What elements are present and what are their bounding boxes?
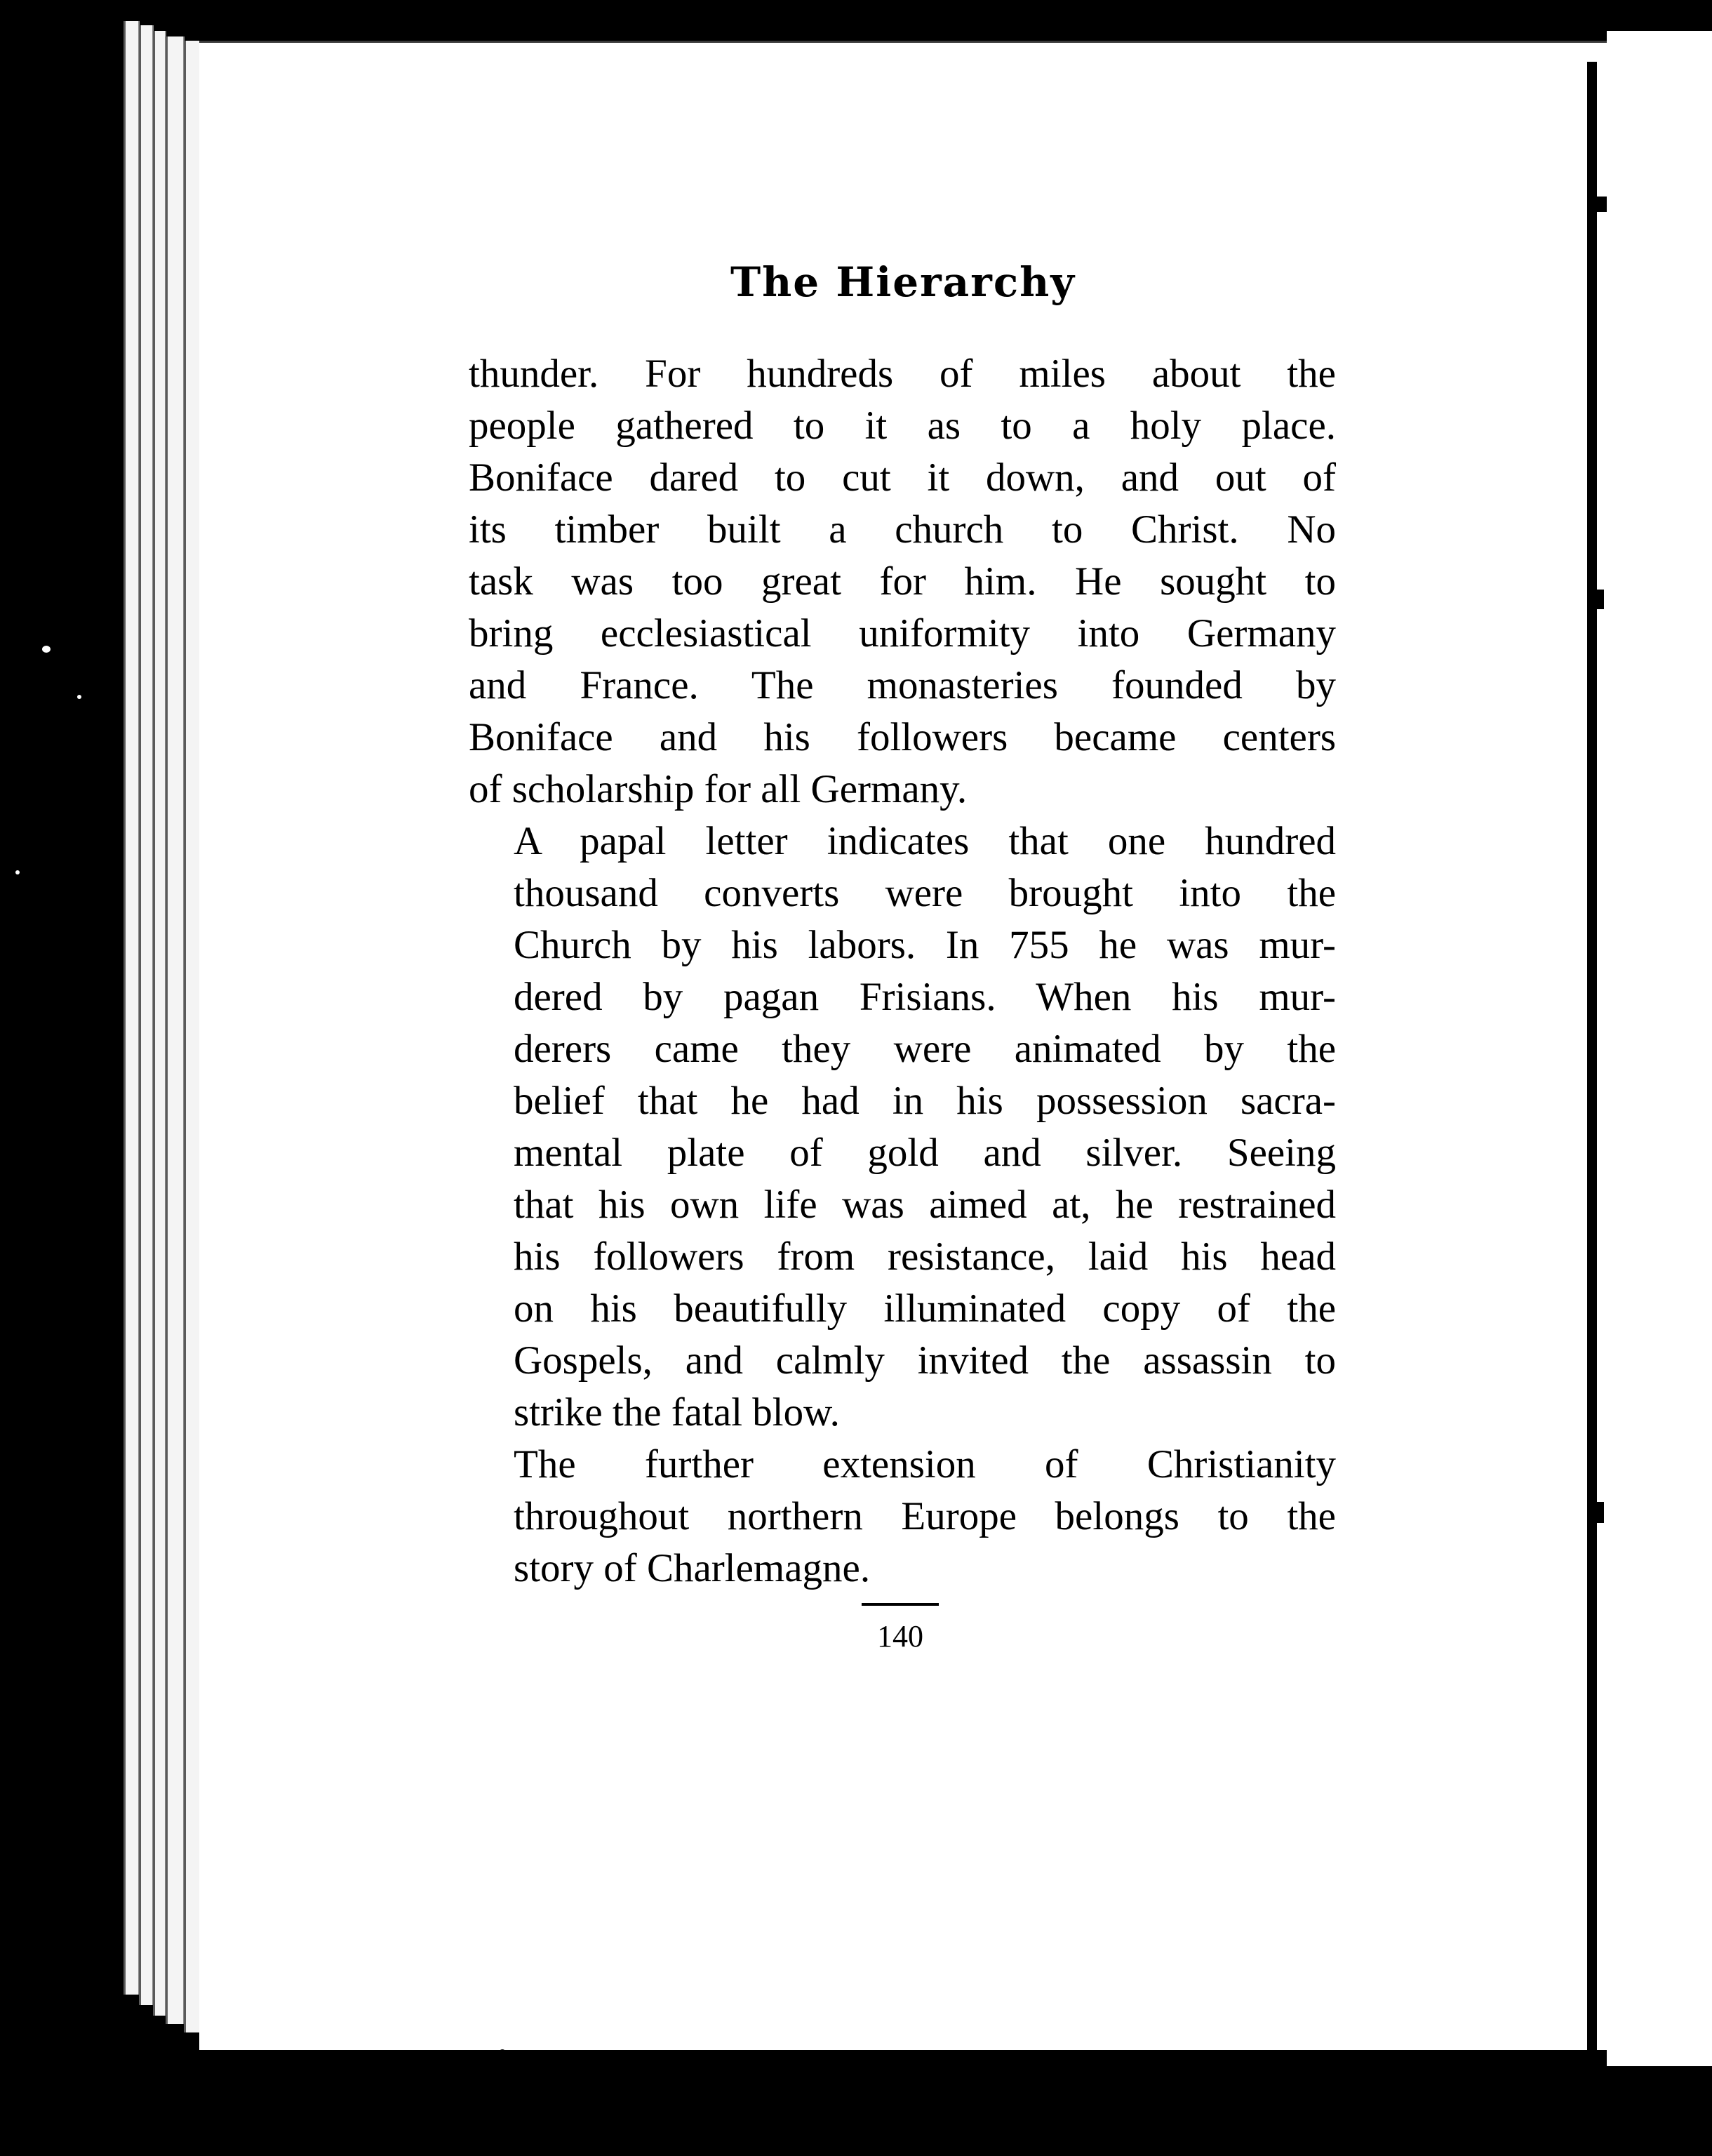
paragraph bbox=[469, 348, 1336, 816]
page-edge bbox=[123, 21, 140, 1995]
text-line: that his own life was aimed at, he restrained bbox=[514, 1183, 1336, 1227]
text-line: bring ecclesiastical uniformity into Germany bbox=[469, 611, 1336, 656]
gutter-mark bbox=[1590, 590, 1604, 609]
text-line: thunder. For hundreds of miles about the bbox=[469, 352, 1336, 396]
running-head: The Hierarchy bbox=[730, 258, 1076, 306]
text-line: strike the fatal blow. bbox=[514, 1390, 840, 1435]
text-line: mental plate of gold and silver. Seeing bbox=[514, 1131, 1336, 1175]
paragraph bbox=[469, 816, 1336, 1439]
gutter-mark bbox=[1591, 1502, 1604, 1523]
text-line: dered by pagan Frisians. When his mur- bbox=[514, 975, 1336, 1019]
text-line: task was too great for him. He sought to bbox=[469, 559, 1336, 604]
text-line: thousand converts were brought into the bbox=[514, 871, 1336, 915]
text-line: Gospels, and calmly invited the assassin to bbox=[514, 1338, 1336, 1383]
gutter-mark bbox=[1591, 197, 1607, 212]
text-line: people gathered to it as to a holy place. bbox=[469, 404, 1336, 448]
folio-rule bbox=[862, 1603, 939, 1606]
text-line: throughout northern Europe belongs to the bbox=[514, 1494, 1336, 1538]
text-line: its timber built a church to Christ. No bbox=[469, 507, 1336, 552]
scan-speck bbox=[42, 646, 51, 653]
text-line: The further extension of Christianity bbox=[514, 1442, 1336, 1486]
text-line: Church by his labors. In 755 he was mur- bbox=[514, 923, 1336, 967]
page-edge bbox=[139, 25, 154, 2005]
text-line: belief that he had in his possession sacra- bbox=[514, 1079, 1336, 1123]
text-line: his followers from resistance, laid his head bbox=[514, 1235, 1336, 1279]
text-line: of scholarship for all Germany. bbox=[469, 767, 968, 811]
scan-speck bbox=[77, 695, 81, 699]
text-line: on his beautifully illuminated copy of the bbox=[514, 1286, 1336, 1331]
text-line: Boniface and his followers became centers bbox=[469, 715, 1336, 759]
text-line: derers came they were animated by the bbox=[514, 1027, 1336, 1071]
text-line: and France. The monasteries founded by bbox=[469, 663, 1336, 707]
page-edge bbox=[166, 36, 185, 2024]
body-text bbox=[469, 348, 1336, 1595]
page-number: 140 bbox=[877, 1619, 923, 1653]
text-line: A papal letter indicates that one hundred bbox=[514, 819, 1336, 863]
text-line: story of Charlemagne. bbox=[514, 1546, 871, 1590]
gutter-shadow bbox=[1587, 62, 1597, 2055]
paragraph bbox=[469, 1439, 1336, 1595]
scan-speck bbox=[15, 870, 20, 874]
scan-speck bbox=[500, 2049, 505, 2054]
facing-page-strip bbox=[1607, 31, 1712, 2066]
page-edge bbox=[153, 31, 166, 2016]
text-line: Boniface dared to cut it down, and out of bbox=[469, 455, 1336, 500]
